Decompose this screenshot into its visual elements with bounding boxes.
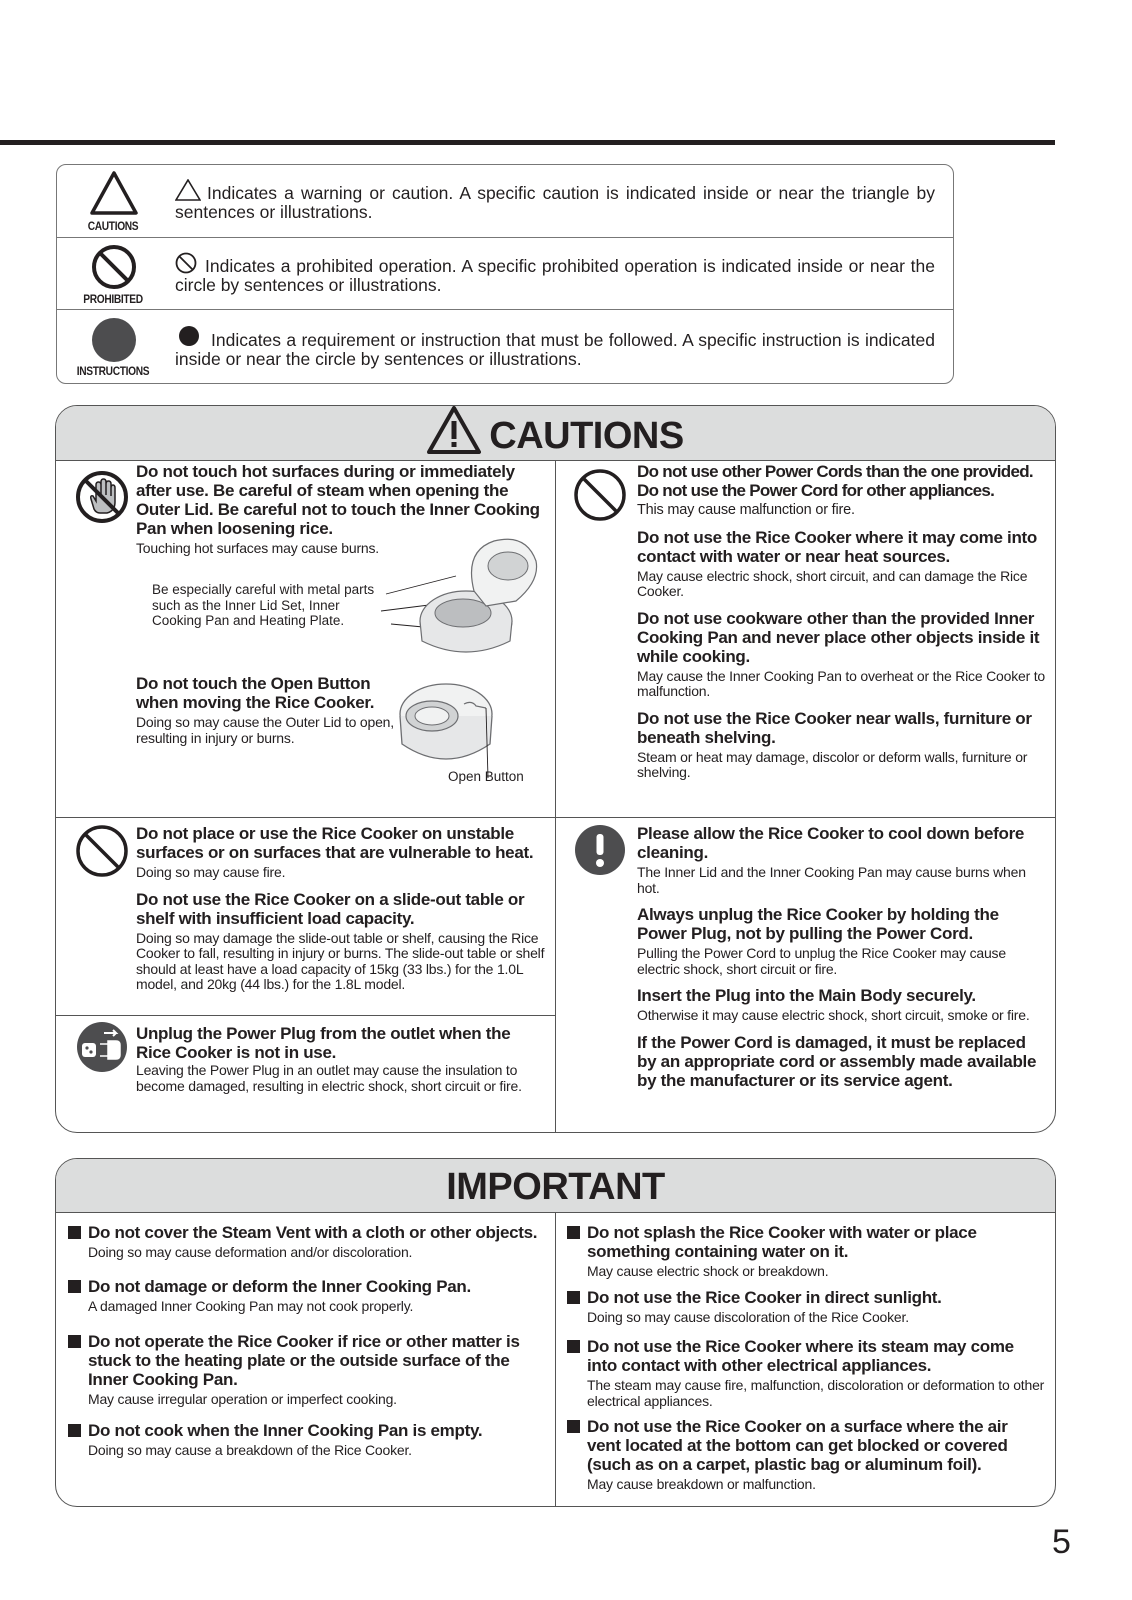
important-divider-vertical — [555, 1212, 556, 1506]
legend-row-prohibited — [57, 237, 953, 310]
cookware-desc: May cause the Inner Cooking Pan to overheat or the Rice Cooker to malfunction. — [637, 667, 1046, 699]
prohibited-icon — [572, 467, 628, 523]
rice-cooker-closed-illustration — [394, 674, 504, 784]
unplug-icon — [74, 1019, 130, 1075]
list-item: Do not use the Rice Cooker on a surface where the air vent located at the bottom can get blocked or covered (such as on a carpet, plastic bag or aluminum foil). May cause breakdown or malfunction. — [567, 1417, 1045, 1493]
walls-heading: Do not use the Rice Cooker near walls, furniture or beneath shelving. — [637, 708, 1032, 747]
important-panel — [55, 1158, 1056, 1507]
cautions-divider-horizontal — [56, 817, 1055, 818]
important-title: IMPORTANT — [446, 1166, 665, 1208]
cautions-divider-vertical — [555, 460, 556, 1132]
legend-caption: INSTRUCTIONS — [76, 364, 150, 378]
legend-prohibited-symbol — [67, 240, 159, 310]
symbol-legend — [56, 164, 954, 384]
legend-cautions-text: Indicates a warning or caution. A specific caution is indicated inside or near the triangle by sentences or illustrations. — [175, 183, 935, 222]
water-heat-desc: May cause electric shock, short circuit, and can damage the Rice Cooker. — [637, 567, 1028, 599]
legend-instructions-text: Indicates a requirement or instruction that must be followed. A specific instruction is indicated inside or near the circle by sentences or illustrations. — [175, 330, 935, 369]
slide-out-desc: Doing so may damage the slide-out table or shelf, causing the Rice Cooker to fall, resulting in injury or burns. The slide-out table or shelf should at least have a load capacity of 15kg (33 lbs.) for the 1.0L model, and 20kg (44 lbs.) for the 1.8L model. — [136, 929, 545, 992]
legend-caption: PROHIBITED — [83, 292, 143, 306]
cautions-divider-horizontal-left — [56, 1015, 555, 1016]
list-item: Do not use the Rice Cooker where its steam may come into contact with other electrical appliances. The steam may cause fire, malfunction, discoloration or deformation to other electrical appliances. — [567, 1337, 1045, 1409]
list-item: Do not cook when the Inner Cooking Pan is empty. Doing so may cause a breakdown of the Rice Cooker. — [68, 1421, 548, 1459]
unplug-heading: Unplug the Power Plug from the outlet when the Rice Cooker is not in use. — [136, 1024, 511, 1062]
prohibited-circle-icon — [90, 244, 138, 290]
unplug-desc: Leaving the Power Plug in an outlet may cause the insulation to become damaged, resulting in electric shock, short circuit or fire. — [136, 1062, 522, 1094]
walls-desc: Steam or heat may damage, discolor or deform walls, furniture or shelving. — [637, 748, 1028, 780]
cautions-title: CAUTIONS — [489, 415, 684, 457]
legend-prohibited-text: Indicates a prohibited operation. A specific prohibited operation is indicated inside or near the circle by sentences or illustrations. — [175, 256, 935, 295]
open-button-heading: Do not touch the Open Button when moving the Rice Cooker. — [136, 674, 375, 712]
power-cords-heading: Do not use other Power Cords than the one provided. Do not use the Power Cord for other appliances. — [637, 462, 1033, 500]
warning-exclamation-icon — [427, 406, 481, 454]
instruction-circle-icon — [90, 316, 138, 364]
slide-out-heading: Do not use the Rice Cooker on a slide-out table or shelf with insufficient load capacity. — [136, 889, 525, 928]
legend-row-cautions — [57, 165, 953, 237]
cautions-header — [56, 406, 1055, 461]
hot-surfaces-heading: Do not touch hot surfaces during or immediately after use. Be careful of steam when opening the Outer Lid. Be careful not to touch the Inner Cooking Pan when loosening rice. — [136, 462, 540, 538]
power-cords-desc: This may cause malfunction or fire. — [637, 502, 855, 518]
open-button-label: Open Button — [448, 769, 524, 784]
no-touch-hand-icon — [74, 469, 130, 525]
cool-down-desc: The Inner Lid and the Inner Cooking Pan may cause burns when hot. — [637, 864, 1026, 896]
metal-parts-callout: Be especially careful with metal parts such as the Inner Lid Set, Inner Cooking Pan and Heating Plate. — [152, 582, 375, 628]
unstable-heading: Do not place or use the Rice Cooker on unstable surfaces or on surfaces that are vulnerable to heat. — [136, 824, 534, 862]
insert-plug-heading: Insert the Plug into the Main Body securely. — [637, 986, 976, 1005]
prohibited-icon — [74, 823, 130, 879]
unplug-holding-heading: Always unplug the Rice Cooker by holding the Power Plug, not by pulling the Power Cord. — [637, 905, 999, 943]
list-item: Do not splash the Rice Cooker with water or place something containing water on it. May cause electric shock or breakdown. — [567, 1223, 1045, 1280]
water-heat-heading: Do not use the Rice Cooker where it may come into contact with water or near heat sources. — [637, 527, 1037, 566]
small-prohibited-icon — [175, 252, 199, 274]
small-triangle-icon — [175, 179, 201, 201]
unplug-holding-desc: Pulling the Power Cord to unplug the Rice Cooker may cause electric shock, short circuit or fire. — [637, 945, 1006, 977]
cord-damaged-heading: If the Power Cord is damaged, it must be replaced by an appropriate cord or assembly made available by the manufacturer or its service agent. — [637, 1032, 1037, 1090]
instruction-exclamation-icon — [573, 823, 627, 877]
list-item: Do not damage or deform the Inner Cooking Pan. A damaged Inner Cooking Pan may not cook properly. — [68, 1277, 548, 1315]
unstable-desc: Doing so may cause fire. — [136, 864, 286, 880]
hot-surfaces-desc: Touching hot surfaces may cause burns. — [136, 540, 379, 556]
small-filled-circle-icon — [175, 326, 205, 348]
open-button-desc: Doing so may cause the Outer Lid to open, resulting in injury or burns. — [136, 714, 394, 746]
legend-instructions-symbol — [67, 312, 159, 382]
cautions-panel — [55, 405, 1056, 1133]
warning-triangle-icon — [90, 171, 138, 215]
insert-plug-desc: Otherwise it may cause electric shock, short circuit, smoke or fire. — [637, 1007, 1030, 1023]
legend-row-instructions — [57, 309, 953, 383]
list-item: Do not operate the Rice Cooker if rice or other matter is stuck to the heating plate or the outside surface of the Inner Cooking Pan. May cause irregular operation or imperfect cooking. — [68, 1332, 548, 1408]
top-rule — [0, 140, 1055, 145]
list-item: Do not cover the Steam Vent with a cloth or other objects. Doing so may cause deformation and/or discoloration. — [68, 1223, 548, 1261]
rice-cooker-open-illustration — [346, 531, 542, 666]
list-item: Do not use the Rice Cooker in direct sunlight. Doing so may cause discoloration of the Rice Cooker. — [567, 1288, 1045, 1326]
page-number: 5 — [1052, 1523, 1071, 1561]
legend-cautions-symbol — [67, 167, 159, 237]
cookware-heading: Do not use cookware other than the provided Inner Cooking Pan and never place other objects inside it while cooking. — [637, 608, 1040, 666]
legend-caption: CAUTIONS — [87, 219, 139, 233]
cool-down-heading: Please allow the Rice Cooker to cool down before cleaning. — [637, 824, 1025, 862]
important-header — [56, 1159, 1055, 1213]
